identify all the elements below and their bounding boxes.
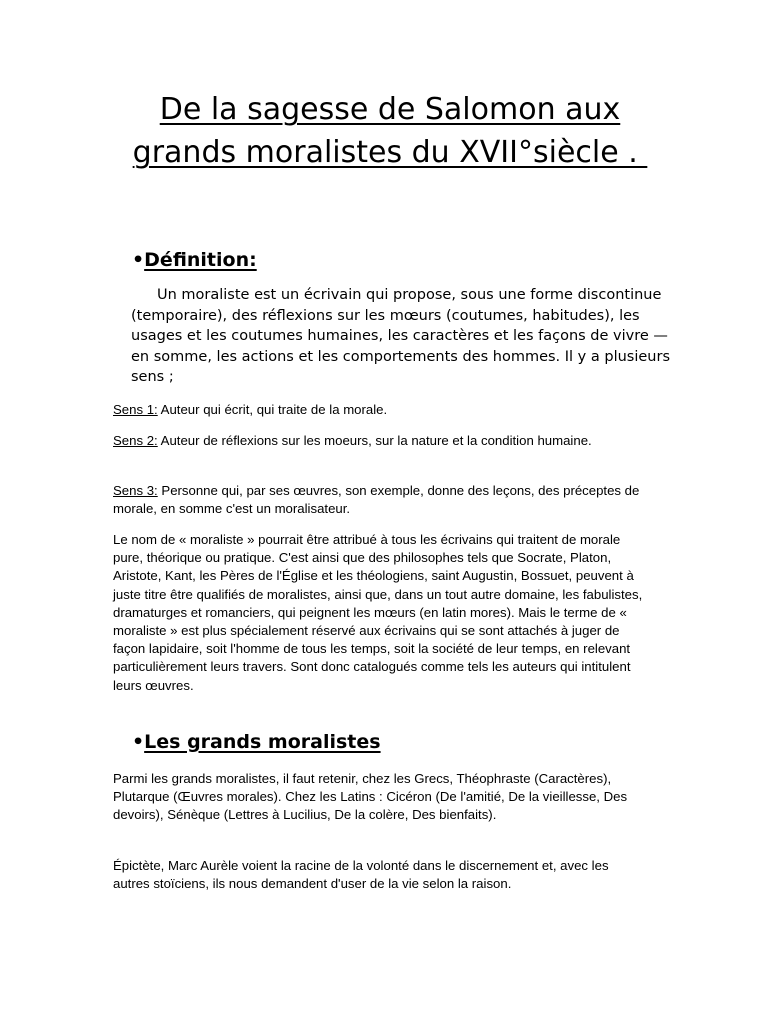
- moralists-paragraph-1: Parmi les grands moralistes, il faut retenir, chez les Grecs, Théophraste (Caractères), Plutarque (Œuvres morales). Chez les Latins : Cicéron (De l'amitié, De la vieillesse, Des devoirs), Sénèque (Lettres à Lucilius, De la colère, Des bienfaits).: [113, 771, 628, 823]
- moraliste-name-paragraph: Le nom de « moraliste » pourrait être attribué à tous les écrivains qui traitent de morale pure, théorique ou pratique. C'est ainsi que des philosophes tels que Socrate, Platon, Aristote, Kant, les Pères de l'Église et les théologiens, saint Augustin, Bossuet, peuvent à juste titre être qualifiés de moralistes, ainsi que, dans un tout autre domaine, les fabulistes, dramaturges et romanciers, qui peignent les mœurs (en latin mores). Mais le terme de « moraliste » est plus spécialement réservé aux écrivains qui se sont attachés à juger de façon lapidaire, soit l'homme de tous les temps, soit la société de leur temps, en relevant particulièrement leurs travers. Sont donc catalogués comme tels les auteurs qui intitulent leurs œuvres.: [113, 532, 643, 693]
- sense-3-text: Personne qui, par ses œuvres, son exemple, donne des leçons, des préceptes de morale, en somme c'est un moralisateur.: [113, 483, 640, 517]
- sense-3-label: Sens 3:: [113, 483, 158, 498]
- sense-1-text: Auteur qui écrit, qui traite de la morale.: [157, 402, 388, 417]
- definition-heading-text: Définition:: [144, 249, 257, 271]
- sense-3: [113, 482, 648, 518]
- sense-1-label: Sens 1:: [113, 402, 158, 417]
- page-title: [100, 88, 680, 174]
- title-line-2: grands moralistes du XVII°siècle .: [132, 135, 648, 170]
- moralists-heading: •Les grands moralistes: [132, 731, 381, 753]
- sense-2-text: Auteur de réflexions sur les moeurs, sur la nature et la condition humaine.: [157, 433, 592, 448]
- definition-heading: •Définition:: [132, 249, 257, 271]
- definition-paragraph: [131, 285, 671, 388]
- sense-1: [113, 401, 648, 419]
- title-line-1: De la sagesse de Salomon aux: [159, 92, 621, 127]
- sense-2: [113, 432, 648, 450]
- moralists-paragraph-2: Épictète, Marc Aurèle voient la racine de la volonté dans le discernement et, avec les autres stoïciens, ils nous demandent d'user de la vie selon la raison.: [113, 858, 609, 892]
- moralists-heading-text: Les grands moralistes: [144, 731, 381, 753]
- sense-2-label: Sens 2:: [113, 433, 158, 448]
- definition-paragraph-text: Un moraliste est un écrivain qui propose, sous une forme discontinue (temporaire), des réflexions sur les mœurs (coutumes, habitudes), les usages et les coutumes humaines, les caractères et les façons de vivre — en somme, les actions et les comportements des hommes. Il y a plusieurs sens ;: [131, 287, 670, 386]
